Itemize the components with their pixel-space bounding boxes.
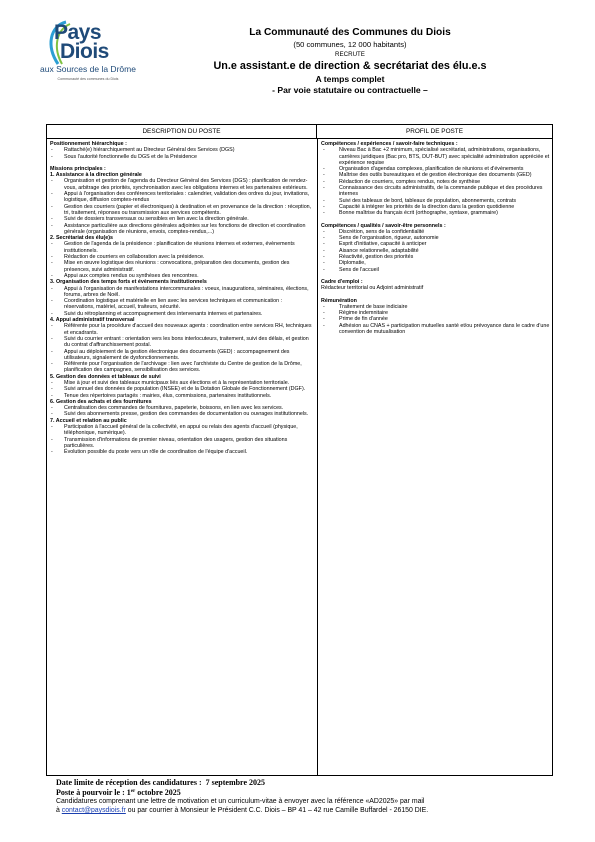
- list-item-text: Appui à l'organisation des conférences territoriales : calendrier, validation des ordres du jour, invitations, logistique, diffusion comptes-rendus: [64, 191, 310, 204]
- organization-name: La Communauté des Communes du Diois: [249, 27, 451, 38]
- deadline-value: 7 septembre 2025: [205, 778, 266, 787]
- bullet-dash: -: [51, 310, 53, 317]
- bullet-dash: -: [51, 272, 53, 279]
- start-day: 1: [126, 787, 131, 797]
- list-item: [50, 323, 314, 336]
- skills-list: [321, 147, 550, 216]
- bullet-dash: -: [51, 348, 53, 355]
- list-item-text: Tenue des répertoires partagés : mairies, élus, commissions, partenaires institutionnels.: [64, 392, 272, 399]
- bullet-dash: -: [323, 303, 325, 310]
- list-item: [50, 424, 314, 437]
- apply-suffix: ou par courrier à Monsieur le Président C.C. Diois – BP 41 – 42 rue Camille Buffardel - 26150 DIE.: [127, 807, 429, 814]
- contact-email-link[interactable]: contact@paysdiois.fr: [61, 807, 126, 814]
- list-item-text: Prime de fin d'année: [339, 316, 388, 323]
- list-item: [50, 393, 314, 399]
- list-item-text: Transmission d'informations de premier niveau, orientation des usagers, gestion des situations particulières.: [64, 436, 288, 449]
- apply-prefix: à: [56, 807, 60, 814]
- list-item-text: Sens de l'accueil: [339, 266, 379, 273]
- mission-section-title: 1. Assistance à la direction générale: [50, 172, 142, 179]
- remuneration-list: [321, 304, 550, 335]
- start-line: [56, 788, 556, 798]
- list-item-text: Gestion de l'agenda de la présidence : planification de réunions internes et externes, évènements institutionnels.: [64, 241, 295, 254]
- start-sup: er: [130, 788, 136, 794]
- bullet-dash: -: [323, 310, 325, 317]
- list-item-text: Sens de l'organisation, rigueur, autonomie: [339, 235, 439, 242]
- list-item-text: Niveau Bac à Bac +2 minimum, spécialisé secrétariat, administrations, organisations, carrières juridiques (Bac pro, BTS, DUT-BUT) avec spécialité administration appréciée et expérience requise: [339, 147, 550, 166]
- mission-section-title: 7. Accueil et relation au public: [50, 417, 127, 424]
- logo-tagline: aux Sources de la Drôme: [40, 64, 136, 74]
- list-item-text: Bonne maîtrise du français écrit (orthographe, syntaxe, grammaire): [339, 210, 498, 217]
- missions-title: Missions principales :: [50, 165, 106, 172]
- mission-section-list: [50, 380, 314, 399]
- list-item-text: Régime indemnitaire: [339, 310, 389, 317]
- list-item: [50, 260, 314, 273]
- profile-column: [321, 141, 550, 335]
- recruits-label: RECRUTE: [335, 51, 365, 58]
- bullet-dash: -: [51, 392, 53, 399]
- list-item: [50, 223, 314, 236]
- mission-section-title: 2. Secrétariat des élu(e)s: [50, 235, 113, 242]
- hierarchy-title: Positionnement hiérarchique :: [50, 141, 127, 147]
- bullet-dash: -: [51, 424, 53, 431]
- bullet-dash: -: [51, 436, 53, 443]
- cadre-text: Rédacteur territorial ou Adjoint administratif: [321, 285, 424, 292]
- mission-section-list: [50, 323, 314, 373]
- remuneration-title: Rémunération: [321, 297, 357, 304]
- bullet-dash: -: [51, 147, 53, 154]
- bullet-dash: -: [51, 411, 53, 418]
- mission-section-title: 5. Gestion des données et tableaux de suivi: [50, 373, 161, 380]
- bullet-dash: -: [323, 228, 325, 235]
- mission-section-title: 6. Gestion des achats et des fournitures: [50, 398, 152, 405]
- bullet-dash: -: [51, 153, 53, 160]
- logo: [36, 20, 140, 112]
- list-item-text: Sous l'autorité fonctionnelle du DGS et de la Présidence: [64, 153, 197, 160]
- document-header: [140, 26, 560, 96]
- cadre-title: Cadre d'emploi :: [321, 278, 363, 285]
- bullet-dash: -: [51, 298, 53, 305]
- list-item: [321, 210, 550, 216]
- skills-title: Compétences / expériences / savoir-faire techniques :: [321, 141, 458, 147]
- mission-section-title: 4. Appui administratif transversal: [50, 317, 135, 324]
- list-item: [50, 336, 314, 349]
- list-item-text: Rédaction de courriers, comptes rendus, notes de synthèse: [339, 178, 481, 185]
- list-item: [321, 323, 550, 336]
- bullet-dash: -: [323, 185, 325, 192]
- list-item-text: Coordination logistique et matérielle en lien avec les services techniques et communication : réservations, matériel, accueil, traiteurs, sécurité.: [64, 298, 283, 311]
- list-item-text: Participation à l'accueil général de la collectivité, en appui ou relais des agents d'accueil (physique, téléphonique, numérique).: [64, 424, 298, 437]
- list-item-text: Appui à l'organisation de manifestations intercommunales : voeux, inaugurations, séminaires, élections, forums, arbres de Noël.: [64, 285, 309, 298]
- list-item-text: Organisation et gestion de l'agenda du Directeur Général des Services (DGS) : planification de rendez-vous, arbitrage des priorités, synchronisation avec les obligations internes et les partenaires extérieurs.: [64, 178, 308, 191]
- list-item: [50, 191, 314, 204]
- list-item: [50, 286, 314, 299]
- bullet-dash: -: [323, 197, 325, 204]
- list-item-text: Mise à jour et suivi des tableaux municipaux liés aux élections et à la représentation territoriale.: [64, 379, 290, 386]
- deadline-line: [56, 778, 556, 788]
- bullet-dash: -: [323, 266, 325, 273]
- communes-count: (50 communes, 12 000 habitants): [293, 40, 407, 49]
- bullet-dash: -: [51, 361, 53, 368]
- list-item: [50, 411, 314, 417]
- list-item-text: Référente pour l'organisation de l'archivage : lien avec l'archiviste du Centre de gestion de la Drôme, planification des campagnes, sensibilisation des services.: [64, 361, 302, 374]
- list-item: [321, 147, 550, 166]
- list-item-text: Diplomatie,: [339, 260, 366, 267]
- list-item: [321, 185, 550, 198]
- list-item-text: Suivi des abonnements presse, gestion des commandes de documentation ou ouvrages institutionnels.: [64, 411, 309, 418]
- bullet-dash: -: [51, 216, 53, 223]
- apply-address-line: [56, 806, 556, 815]
- list-item-text: Réactivité, gestion des priorités: [339, 254, 414, 261]
- list-item-text: Discrétion, sens de la confidentialité: [339, 228, 425, 235]
- bullet-dash: -: [51, 379, 53, 386]
- list-item-text: Rédaction de courriers en collaboration avec la présidence.: [64, 254, 205, 261]
- bullet-dash: -: [51, 191, 53, 198]
- mission-section-title: 3. Organisation des temps forts et évènements institutionnels: [50, 279, 207, 286]
- list-item: [50, 437, 314, 450]
- bullet-dash: -: [51, 222, 53, 229]
- missions-sections: [50, 172, 314, 455]
- description-header: DESCRIPTION DU POSTE: [47, 125, 317, 139]
- list-item-text: Évolution possible du poste vers un rôle de coordination de l'équipe d'accueil.: [64, 449, 248, 456]
- mission-section-list: [50, 424, 314, 455]
- hierarchy-list: [50, 147, 314, 160]
- bullet-dash: -: [51, 405, 53, 412]
- list-item: [50, 361, 314, 374]
- recruitment-mode: - Par voie statutaire ou contractuelle –: [272, 85, 428, 95]
- bullet-dash: -: [51, 386, 53, 393]
- start-rest: octobre 2025: [137, 787, 181, 797]
- list-item: [50, 204, 314, 217]
- list-item-text: Capacité à intégrer les priorités de la direction dans la gestion quotidienne: [339, 203, 515, 210]
- list-item: [321, 267, 550, 273]
- list-item-text: Traitement de base indiciaire: [339, 303, 408, 310]
- mission-section-list: [50, 405, 314, 418]
- list-item-text: Adhésion au CNAS + participation mutuelles santé et/ou prévoyance dans le cadre d'une convention de mutualisation: [339, 322, 550, 336]
- bullet-dash: -: [323, 203, 325, 210]
- list-item-text: Suivi du courrier entrant : orientation vers les bons interlocuteurs, traitement, suivi des délais, et gestion du contrat d'affranchissement postal.: [64, 335, 309, 349]
- mission-section-list: [50, 286, 314, 317]
- bullet-dash: -: [51, 203, 53, 210]
- list-item-text: Rattaché(e) hiérarchiquement au Directeur Général des Services (DGS): [64, 147, 235, 154]
- list-item-text: Référente pour la procédure d'accueil des nouveaux agents : coordination entre services RH, techniques et encadrants.: [64, 323, 312, 336]
- list-item-text: Suivi annuel des données de population (INSEE) et de la Dotation Globale de Fonctionnement (DGF).: [64, 386, 306, 393]
- bullet-dash: -: [323, 322, 325, 329]
- list-item-text: Assistance particulière aux directions générales adjointes sur les fonctions de direction et coordination générale (organisation de réunions, envois, comptes-rendus,...): [64, 222, 306, 235]
- job-title: Un.e assistant.e de direction & secrétariat des élu.e.s: [213, 60, 487, 72]
- bullet-dash: -: [51, 335, 53, 342]
- bullet-dash: -: [51, 241, 53, 248]
- list-item-text: Centralisation des commandes de fournitures, papeterie, boissons, en lien avec les services.: [64, 405, 284, 412]
- bullet-dash: -: [323, 147, 325, 154]
- bullet-dash: -: [323, 241, 325, 248]
- list-item: [50, 349, 314, 362]
- bullet-dash: -: [323, 260, 325, 267]
- bullet-dash: -: [51, 449, 53, 456]
- deadline-label: Date limite de réception des candidatures :: [56, 778, 202, 787]
- list-item-text: Connaissance des circuits administratifs, de la commande publique et des procédures internes: [339, 185, 543, 198]
- list-item: [50, 154, 314, 160]
- bullet-dash: -: [323, 247, 325, 254]
- bullet-dash: -: [323, 235, 325, 242]
- bullet-dash: -: [323, 178, 325, 185]
- logo-subline: Communauté des communes du Diois: [57, 77, 119, 81]
- logo-text-diois: Diois: [60, 40, 109, 63]
- list-item: [50, 178, 314, 191]
- apply-text: Candidatures comprenant une lettre de motivation et un curriculum-vitae à envoyer avec la référence «AD2025» par mail: [56, 798, 425, 805]
- profile-header: PROFIL DE POSTE: [317, 125, 552, 139]
- bullet-dash: -: [51, 254, 53, 261]
- qualities-title: Compétences / qualités / savoir-être personnels :: [321, 222, 446, 229]
- list-item-text: Suivi de dossiers transversaux ou sensibles en lien avec la direction générale.: [64, 216, 249, 223]
- bullet-dash: -: [51, 323, 53, 330]
- bullet-dash: -: [51, 178, 53, 185]
- job-table: [46, 124, 553, 776]
- list-item-text: Aisance relationnelle, adaptabilité: [339, 247, 419, 254]
- list-item-text: Maîtrise des outils bureautiques et de gestion électronique des documents (GED): [339, 172, 532, 179]
- list-item-text: Mise en œuvre logistique des réunions : convocations, préparation des documents, gestion des présences, suivi administratif.: [64, 260, 290, 273]
- list-item-text: Gestion des courriers (papier et électroniques) à destination et en provenance de la direction : réception, tri, traitement, réponses ou transmission aux services compétents.: [64, 203, 312, 216]
- mission-section-list: [50, 241, 314, 279]
- logo-text-pays: Pays: [54, 21, 102, 44]
- bullet-dash: -: [323, 210, 325, 217]
- qualities-list: [321, 229, 550, 273]
- bullet-dash: -: [323, 166, 325, 173]
- bullet-dash: -: [51, 260, 53, 267]
- mission-section-list: [50, 178, 314, 235]
- bullet-dash: -: [323, 172, 325, 179]
- column-divider: [317, 139, 318, 775]
- bullet-dash: -: [323, 316, 325, 323]
- list-item-text: Appui au déploiement de la gestion électronique des documents (GED) : accompagnement des utilisateurs, signalement de dysfonctionnements.: [64, 348, 290, 361]
- description-column: [50, 141, 314, 456]
- bullet-dash: -: [51, 285, 53, 292]
- list-item: [50, 449, 314, 455]
- list-item-text: Esprit d'initiative, capacité à anticiper: [339, 241, 427, 248]
- list-item-text: Organisation d'agendas complexes, planification de réunions et d'évènements: [339, 166, 524, 173]
- list-item: [50, 241, 314, 254]
- list-item: [50, 298, 314, 311]
- work-time: A temps complet: [315, 74, 385, 84]
- list-item-text: Appui aux comptes rendus ou synthèses des rencontres.: [64, 272, 199, 279]
- list-item-text: Suivi du rétroplanning et accompagnement des intervenants internes et partenaires.: [64, 310, 263, 317]
- footer: [56, 778, 556, 815]
- bullet-dash: -: [323, 254, 325, 261]
- start-label: Poste à pourvoir le :: [56, 787, 125, 797]
- list-item-text: Suivi des tableaux de bord, tableaux de population, abonnements, contrats: [339, 197, 517, 204]
